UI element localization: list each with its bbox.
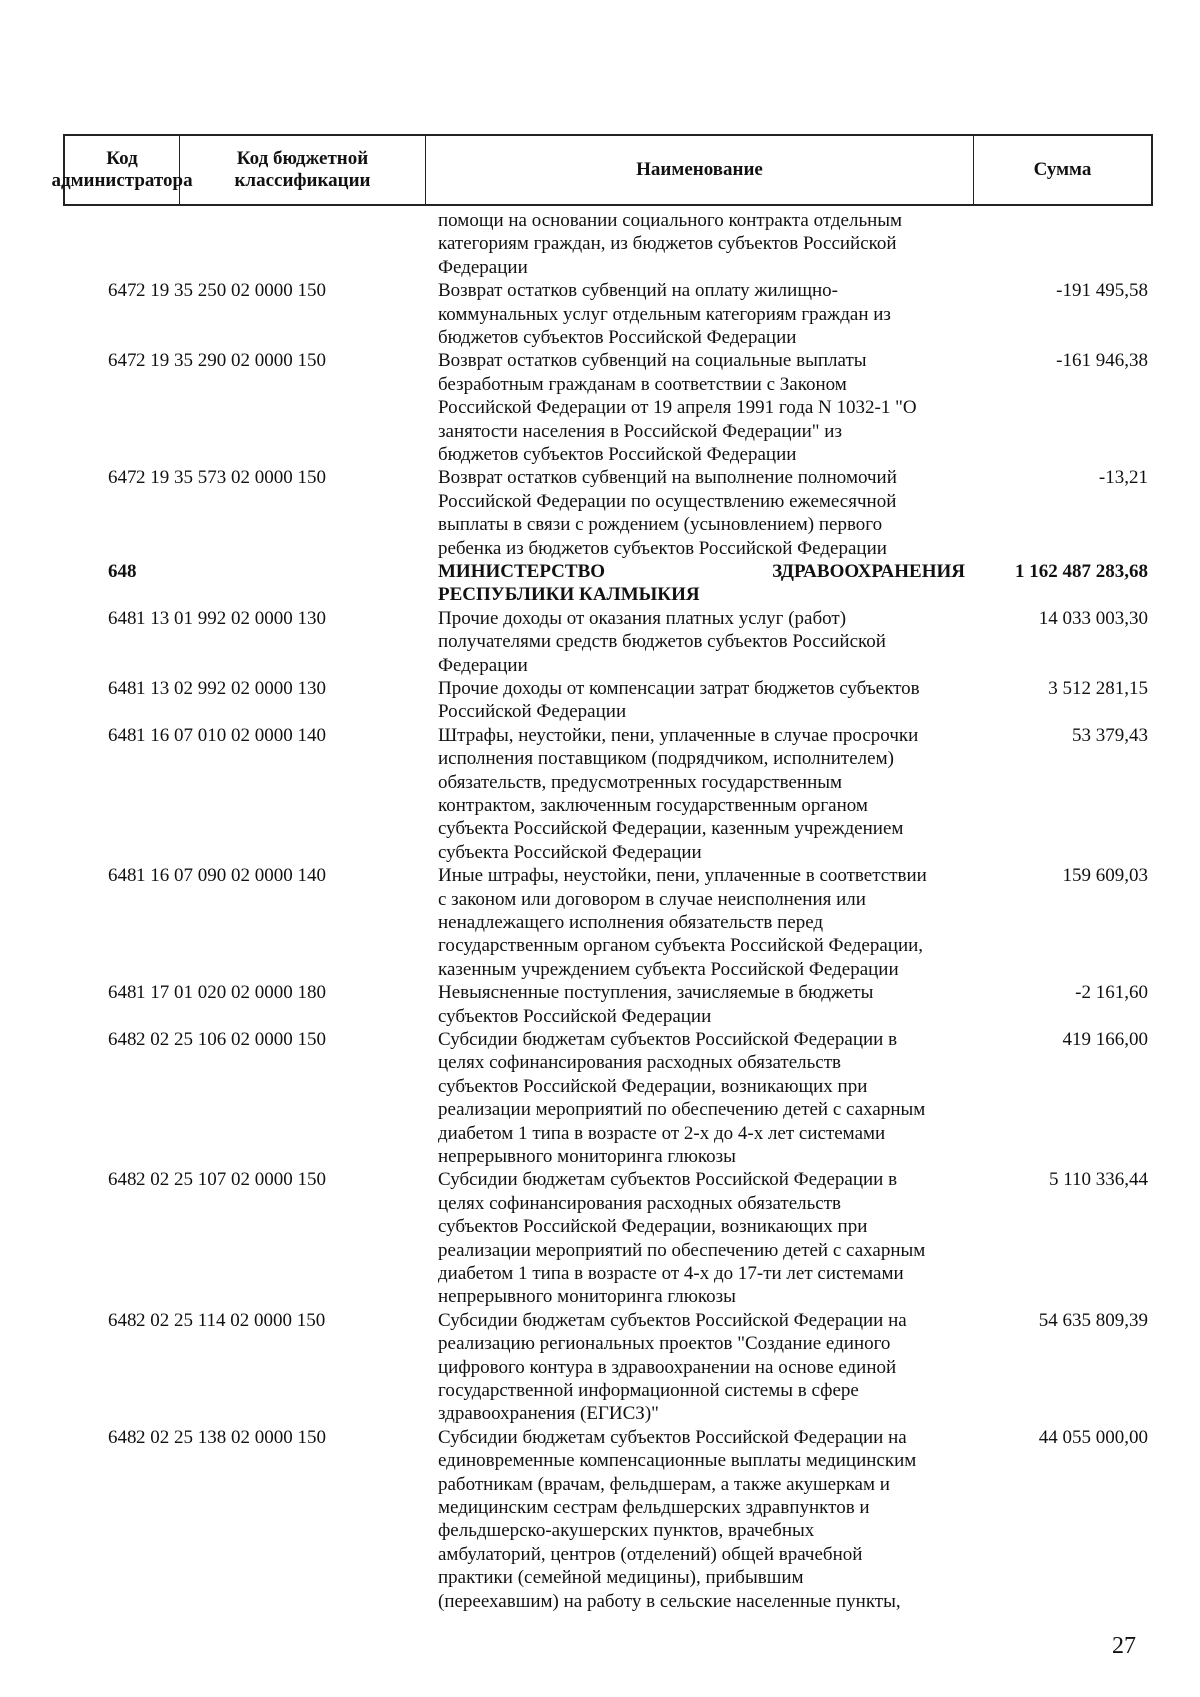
table-body [0, 209, 1200, 1613]
name-cell [438, 466, 965, 560]
table-header [51, 134, 1153, 206]
name-line: ненадлежащего исполнения обязательств перед [438, 911, 824, 933]
table-row [0, 560, 1200, 607]
budget-code-cell: 2 19 35 250 02 0000 150 [136, 280, 326, 302]
name-line: Субсидии бюджетам субъектов Российской Федерации в [438, 1169, 898, 1191]
name-cell [438, 1426, 965, 1613]
admin-code-cell: 647 [108, 280, 137, 302]
name-line: Возврат остатков субвенций на выполнение полномочий [438, 467, 897, 489]
name-line: Прочие доходы от оказания платных услуг (работ) [438, 607, 847, 629]
sum-cell: -13,21 [1098, 467, 1148, 489]
admin-code-cell: 647 [108, 350, 137, 372]
name-line: субъектов Российской Федерации, возникающих при [438, 1075, 868, 1097]
table-row [0, 607, 1200, 677]
header-sum: Сумма [1033, 159, 1092, 180]
name-line: непрерывного мониторинга глюкозы [438, 1286, 736, 1308]
name-line: субъектов Российской Федерации, возникающих при [438, 1216, 868, 1238]
sum-cell: -2 161,60 [1075, 982, 1148, 1004]
name-cell [438, 724, 965, 864]
admin-code-cell: 648 [108, 1028, 137, 1050]
name-line: целях софинансирования расходных обязательств [438, 1052, 841, 1074]
table-row [0, 209, 1200, 279]
name-line: субъекта Российской Федерации [438, 841, 702, 863]
admin-code-cell: 647 [108, 467, 137, 489]
name-line: Субсидии бюджетам субъектов Российской Федерации на [438, 1426, 907, 1448]
sum-cell: 1 162 487 283,68 [1015, 560, 1148, 582]
name-line: МИНИСТЕРСТВО ЗДРАВООХРАНЕНИЯ [438, 560, 965, 582]
budget-code-cell: 1 16 07 090 02 0000 140 [136, 865, 326, 887]
name-cell [438, 1309, 965, 1426]
name-line: Субсидии бюджетам субъектов Российской Федерации на [438, 1309, 907, 1331]
table-row [0, 981, 1200, 1028]
name-cell [438, 209, 965, 279]
budget-code-cell: 2 02 25 114 02 0000 150 [136, 1309, 326, 1331]
budget-code-cell: 2 02 25 107 02 0000 150 [136, 1169, 326, 1191]
name-cell [438, 981, 965, 1028]
name-line: занятости населения в Российской Федерации" из [438, 420, 842, 442]
name-line: медицинским сестрам фельдшерских здравпунктов и [438, 1496, 870, 1518]
name-line: коммунальных услуг отдельным категориям граждан из [438, 303, 891, 325]
name-line: безработным гражданам в соответствии с Законом [438, 373, 847, 395]
table-row [0, 1426, 1200, 1613]
budget-code-cell: 1 13 01 992 02 0000 130 [136, 607, 326, 629]
header-name: Наименование [426, 136, 974, 204]
budget-code-cell [132, 209, 338, 279]
sum-cell: -161 946,38 [1056, 350, 1148, 372]
name-line: РЕСПУБЛИКИ КАЛМЫКИЯ [438, 584, 700, 606]
name-line: государственным органом субъекта Российской Федерации, [438, 935, 924, 957]
budget-code-cell [132, 560, 338, 607]
name-line: исполнения поставщиком (подрядчиком, исполнителем) [438, 748, 894, 770]
header-admin-code: Код администратора [65, 136, 180, 204]
name-line: получателями средств бюджетов субъектов Российской [438, 631, 886, 653]
name-line: с законом или договором в случае неисполнения или [438, 888, 866, 910]
name-cell [438, 279, 965, 349]
admin-code-cell: 648 [108, 1426, 137, 1448]
name-line: реализации мероприятий по обеспечению детей с сахарным [438, 1099, 926, 1121]
table-row [0, 466, 1200, 560]
name-line: категориям граждан, из бюджетов субъектов Российской [438, 233, 897, 255]
name-cell [438, 349, 965, 466]
name-line: Прочие доходы от компенсации затрат бюджетов субъектов [438, 677, 920, 699]
admin-code-cell: 648 [108, 677, 137, 699]
name-line: выплаты в связи с рождением (усыновлением) первого [438, 514, 883, 536]
name-line: целях софинансирования расходных обязательств [438, 1192, 841, 1214]
name-line: бюджетов субъектов Российской Федерации [438, 444, 797, 465]
name-line: амбулаторий, центров (отделений) общей врачебной [438, 1543, 863, 1565]
name-line: Субсидии бюджетам субъектов Российской Федерации в [438, 1028, 898, 1050]
sum-cell: 159 609,03 [1062, 865, 1148, 887]
name-line: казенным учреждением субъекта Российской Федерации [438, 958, 899, 980]
name-line: субъекта Российской Федерации, казенным учреждением [438, 818, 904, 840]
budget-code-cell: 1 16 07 010 02 0000 140 [136, 724, 326, 746]
name-line: бюджетов субъектов Российской Федерации [438, 327, 797, 348]
name-line: контрактом, заключенным государственным органом [438, 794, 868, 816]
name-cell [438, 560, 965, 607]
name-line: Российской Федерации по осуществлению ежемесячной [438, 490, 897, 512]
name-line: Штрафы, неустойки, пени, уплаченные в случае просрочки [438, 724, 919, 746]
name-line: непрерывного мониторинга глюкозы [438, 1145, 736, 1167]
budget-code-cell: 1 17 01 020 02 0000 180 [136, 982, 326, 1004]
name-line: Российской Федерации от 19 апреля 1991 года N 1032-1 "О [438, 397, 917, 419]
table-row [0, 1168, 1200, 1308]
name-line: обязательств, предусмотренных государственным [438, 771, 843, 793]
admin-code-cell: 648 [108, 865, 137, 887]
table-row [0, 349, 1200, 466]
name-cell [438, 607, 965, 677]
admin-code-cell [0, 209, 132, 279]
budget-code-cell: 1 13 02 992 02 0000 130 [136, 677, 326, 699]
name-line: реализации мероприятий по обеспечению детей с сахарным [438, 1239, 926, 1261]
name-line: Федерации [438, 256, 528, 278]
sum-cell: 14 033 003,30 [1038, 607, 1148, 629]
budget-code-cell: 2 02 25 138 02 0000 150 [136, 1426, 326, 1448]
name-cell [438, 677, 965, 724]
name-line: государственной информационной системы в сфере [438, 1379, 859, 1401]
header-budget-code: Код бюджетной классификации [180, 136, 426, 204]
name-line: здравоохранения (ЕГИСЗ)" [438, 1403, 659, 1425]
name-line: работникам (врачам, фельдшерам, а также акушеркам и [438, 1473, 890, 1495]
name-cell [438, 1028, 965, 1168]
name-line: (переехавшим) на работу в сельские населенные пункты, [438, 1590, 901, 1612]
sum-cell: 5 110 336,44 [1048, 1169, 1148, 1191]
table-row [0, 279, 1200, 349]
name-line: Российской Федерации [438, 701, 627, 723]
admin-code-cell: 648 [108, 982, 137, 1004]
name-line: ребенка из бюджетов субъектов Российской Федерации [438, 537, 887, 559]
sum-cell: 3 512 281,15 [1048, 677, 1148, 699]
table-row [0, 677, 1200, 724]
admin-code-cell: 648 [108, 1169, 137, 1191]
table-row [0, 864, 1200, 981]
sum-cell: 419 166,00 [1062, 1028, 1148, 1050]
sum-cell: 53 379,43 [1072, 724, 1148, 746]
name-line: Иные штрафы, неустойки, пени, уплаченные в соответствии [438, 865, 927, 887]
name-line: помощи на основании социального контракта отдельным [438, 210, 903, 231]
admin-code-cell: 648 [108, 607, 137, 629]
name-line: практики (семейной медицины), прибывшим [438, 1567, 804, 1589]
sum-cell: 54 635 809,39 [1038, 1309, 1148, 1331]
budget-code-cell: 2 19 35 573 02 0000 150 [136, 467, 326, 489]
name-line: фельдшерско-акушерских пунктов, врачебных [438, 1520, 815, 1542]
name-line: Возврат остатков субвенций на оплату жилищно- [438, 280, 838, 302]
name-cell [438, 1168, 965, 1308]
name-line: реализацию региональных проектов "Создание единого [438, 1333, 891, 1355]
name-line: цифрового контура в здравоохранении на основе единой [438, 1356, 897, 1378]
name-line: единовременные компенсационные выплаты медицинским [438, 1450, 917, 1472]
name-line: Федерации [438, 654, 528, 676]
table-row [0, 724, 1200, 864]
sum-cell: -191 495,58 [1056, 280, 1148, 302]
name-line: субъектов Российской Федерации [438, 1005, 712, 1027]
sum-cell: 44 055 000,00 [1038, 1426, 1148, 1448]
name-line: Возврат остатков субвенций на социальные выплаты [438, 350, 867, 372]
name-line: диабетом 1 типа в возрасте от 2-х до 4-х лет системами [438, 1122, 886, 1144]
name-cell [438, 864, 965, 981]
budget-code-cell: 2 19 35 290 02 0000 150 [136, 350, 326, 372]
admin-code-cell: 648 [108, 1309, 137, 1331]
budget-code-cell: 2 02 25 106 02 0000 150 [136, 1028, 326, 1050]
page-number: 27 [1112, 1633, 1136, 1659]
name-line: диабетом 1 типа в возрасте от 4-х до 17-ти лет системами [438, 1262, 904, 1284]
admin-code-cell: 648 [108, 724, 137, 746]
table-row [0, 1028, 1200, 1168]
admin-code-cell: 648 [108, 560, 137, 582]
name-line: Невыясненные поступления, зачисляемые в бюджеты [438, 982, 874, 1004]
table-row [0, 1309, 1200, 1426]
